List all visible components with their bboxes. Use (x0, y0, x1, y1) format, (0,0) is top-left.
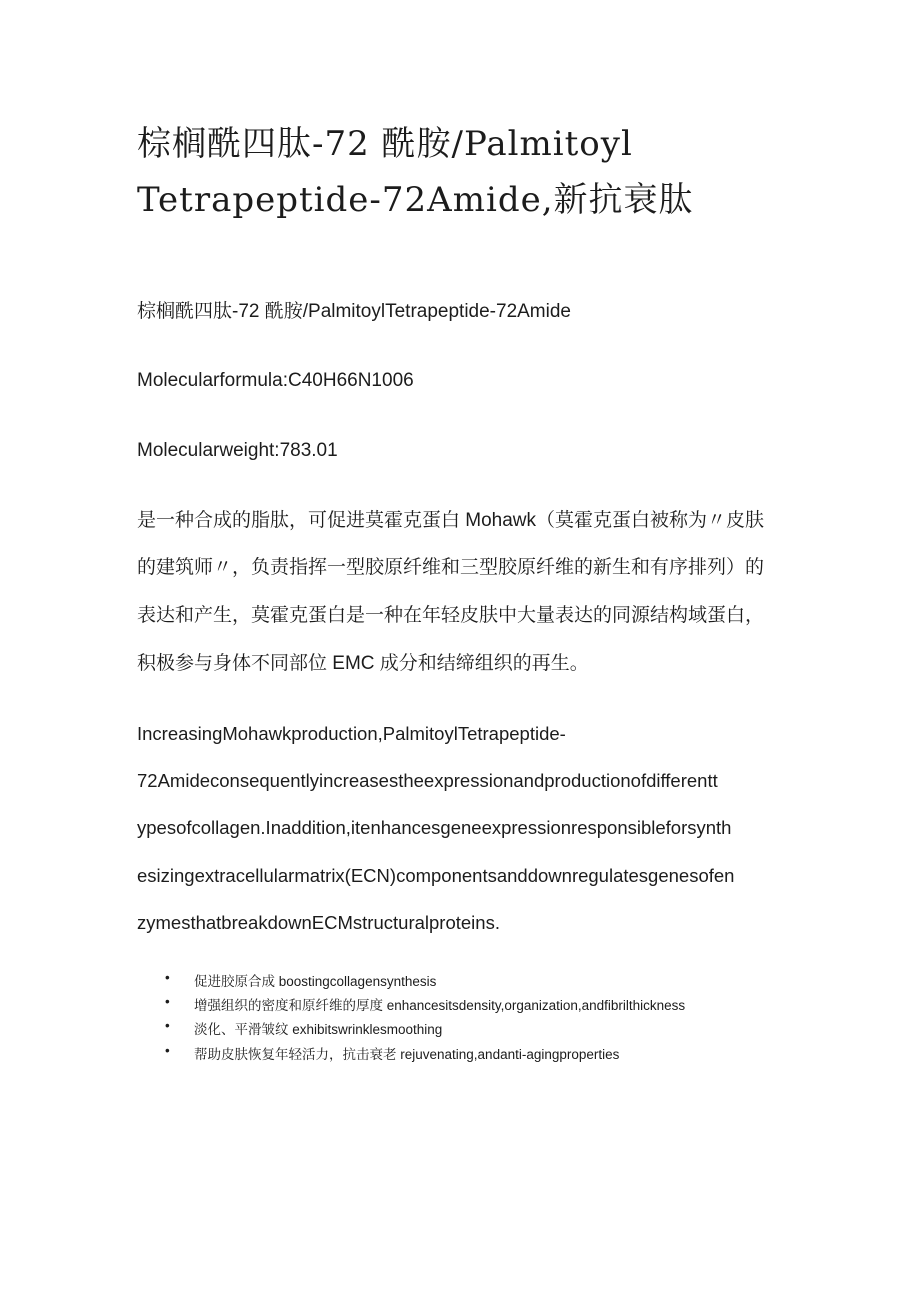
bullet-icon: • (165, 970, 170, 985)
bullet-icon: • (165, 994, 170, 1009)
english-paragraph-line: ypesofcollagen.Inaddition,itenhancesgeneexpressionresponsibleforsynth (137, 817, 732, 838)
compound-name: 棕榈酰四肽-72 酰胺/PalmitoylTetrapeptide-72Amide (137, 301, 571, 322)
document-title-line-2: Tetrapeptide-72Amide,新抗衰肽 (137, 180, 694, 220)
bullet-icon: • (165, 1043, 170, 1058)
chinese-paragraph-line: 的建筑师〃，负责指挥一型胶原纤维和三型胶原纤维的新生和有序排列）的 (137, 557, 765, 578)
english-paragraph-line: 72Amideconsequentlyincreasestheexpressionandproductionofdifferentt (137, 770, 718, 791)
list-item-text: 帮助皮肤恢复年轻活力，抗击衰老 rejuvenating,andanti-agingproperties (194, 1047, 620, 1062)
molecular-formula: Molecularformula:C40H66N1006 (137, 370, 414, 391)
document-title-line-1: 棕榈酰四肽-72 酰胺/Palmitoyl (137, 124, 633, 164)
english-paragraph-line: IncreasingMohawkproduction,PalmitoylTetrapeptide- (137, 723, 566, 744)
list-item-text: 淡化、平滑皱纹 exhibitswrinklesmoothing (194, 1022, 443, 1037)
bullet-icon: • (165, 1018, 170, 1033)
chinese-paragraph-line: 是一种合成的脂肽，可促进莫霍克蛋白 Mohawk（莫霍克蛋白被称为〃皮肤 (137, 510, 765, 531)
chinese-paragraph-line: 积极参与身体不同部位 EMC 成分和结缔组织的再生。 (137, 653, 589, 674)
molecular-weight: Molecularweight:783.01 (137, 440, 338, 461)
chinese-paragraph-line: 表达和产生，莫霍克蛋白是一种在年轻皮肤中大量表达的同源结构域蛋白， (137, 605, 765, 626)
english-paragraph-line: esizingextracellularmatrix(ECN)componentsanddownregulatesgenesofen (137, 865, 735, 886)
list-item-text: 促进胶原合成 boostingcollagensynthesis (194, 974, 437, 989)
list-item-text: 增强组织的密度和原纤维的厚度 enhancesitsdensity,organization,andfibrilthickness (194, 998, 686, 1013)
english-paragraph-line: zymesthatbreakdownECMstructuralproteins. (137, 912, 500, 933)
